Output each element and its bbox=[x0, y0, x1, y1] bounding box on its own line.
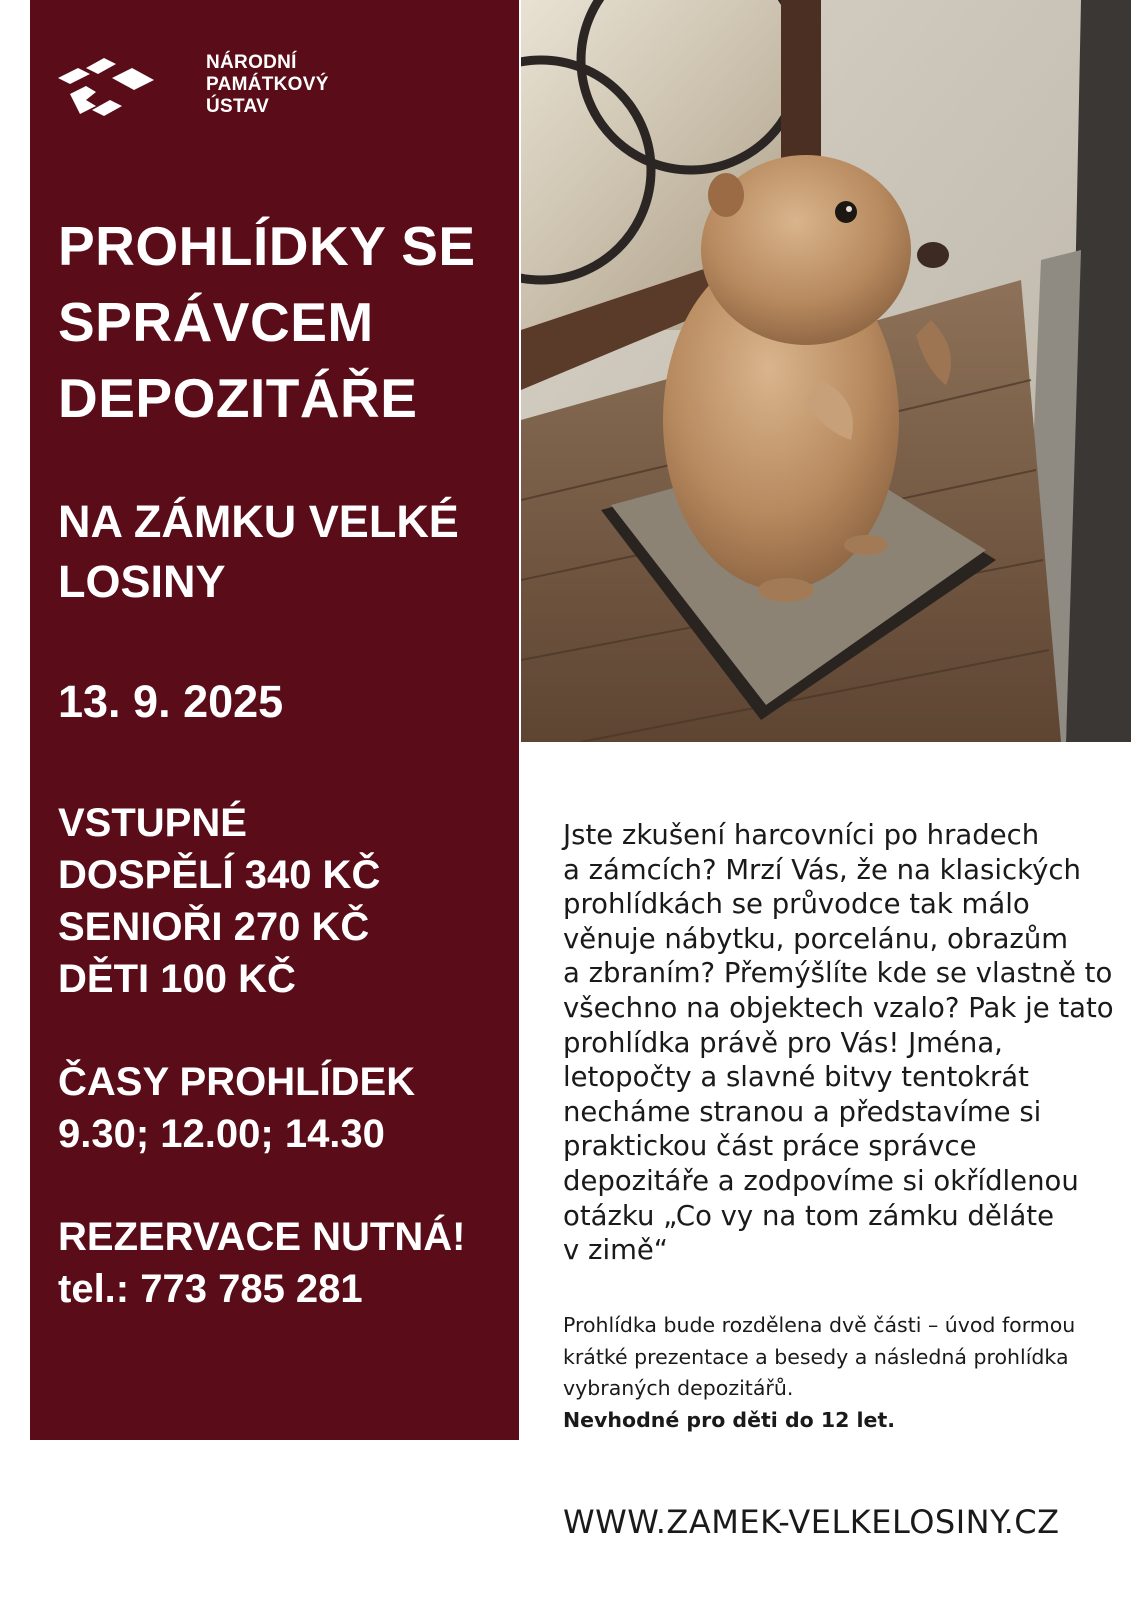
title-line: SPRÁVCEM bbox=[58, 291, 374, 353]
description-line: a zámcích? Mrzí Vás, že na klasických bbox=[563, 853, 1081, 886]
logo-text bbox=[206, 52, 329, 118]
description-line: depozitáře a zodpovíme si okřídlenou bbox=[563, 1164, 1079, 1197]
times-heading: ČASY PROHLÍDEK bbox=[58, 1060, 416, 1104]
admission-prices bbox=[58, 797, 380, 1005]
description-line: prohlídkách se průvodce tak málo bbox=[563, 888, 1030, 921]
price-adults: DOSPĚLÍ 340 KČ bbox=[58, 853, 381, 897]
tour-note bbox=[563, 1310, 1103, 1436]
npu-logo-icon bbox=[56, 56, 156, 126]
logo-line-1: NÁRODNÍ bbox=[206, 52, 297, 73]
price-children: DĚTI 100 KČ bbox=[58, 957, 296, 1001]
note-line: krátké prezentace a besedy a následná prohlídka bbox=[563, 1344, 1069, 1369]
title-line: DEPOZITÁŘE bbox=[58, 367, 418, 429]
hero-photo-stuffed-marmot bbox=[521, 0, 1131, 742]
location-line: NA ZÁMKU VELKÉ bbox=[58, 496, 459, 547]
price-seniors: SENIOŘI 270 KČ bbox=[58, 905, 370, 949]
description-line: necháme stranou a představíme si bbox=[563, 1095, 1042, 1128]
reservation-info bbox=[58, 1211, 465, 1315]
description-line: otázku „Co vy na tom zámku děláte bbox=[563, 1199, 1054, 1232]
description-line: letopočty a slavné bitvy tentokrát bbox=[563, 1061, 1029, 1094]
tour-description bbox=[563, 818, 1114, 1268]
logo-line-2: PAMÁTKOVÝ bbox=[206, 74, 329, 95]
description-line: a zbraním? Přemýšlíte kde se vlastně to bbox=[563, 957, 1113, 990]
age-warning: Nevhodné pro děti do 12 let. bbox=[563, 1407, 896, 1432]
left-info-panel bbox=[30, 0, 519, 1440]
reservation-heading: REZERVACE NUTNÁ! bbox=[58, 1215, 466, 1259]
event-location bbox=[58, 492, 459, 612]
description-line: prohlídka právě pro Vás! Jména, bbox=[563, 1026, 1003, 1059]
times-values: 9.30; 12.00; 14.30 bbox=[58, 1112, 385, 1156]
admission-heading: VSTUPNÉ bbox=[58, 801, 247, 845]
description-line: věnuje nábytku, porcelánu, obrazům bbox=[563, 922, 1069, 955]
event-title bbox=[58, 208, 476, 436]
description-line: v zimě“ bbox=[563, 1234, 669, 1267]
description-line: praktickou část práce správce bbox=[563, 1130, 977, 1163]
title-line: PROHLÍDKY SE bbox=[58, 215, 476, 277]
website-link[interactable]: WWW.ZAMEK-VELKELOSINY.CZ bbox=[563, 1503, 1060, 1541]
description-line: všechno na objektech vzalo? Pak je tato bbox=[563, 991, 1114, 1024]
description-line: Jste zkušení harcovníci po hradech bbox=[563, 819, 1040, 851]
reservation-phone[interactable]: tel.: 773 785 281 bbox=[58, 1267, 363, 1311]
tour-times bbox=[58, 1056, 415, 1160]
location-line: LOSINY bbox=[58, 556, 226, 607]
logo-line-3: ÚSTAV bbox=[206, 96, 270, 117]
note-line: Prohlídka bude rozdělena dvě části – úvod formou bbox=[563, 1313, 1076, 1337]
note-line: vybraných depozitářů. bbox=[563, 1376, 794, 1400]
event-date: 13. 9. 2025 bbox=[58, 676, 284, 727]
